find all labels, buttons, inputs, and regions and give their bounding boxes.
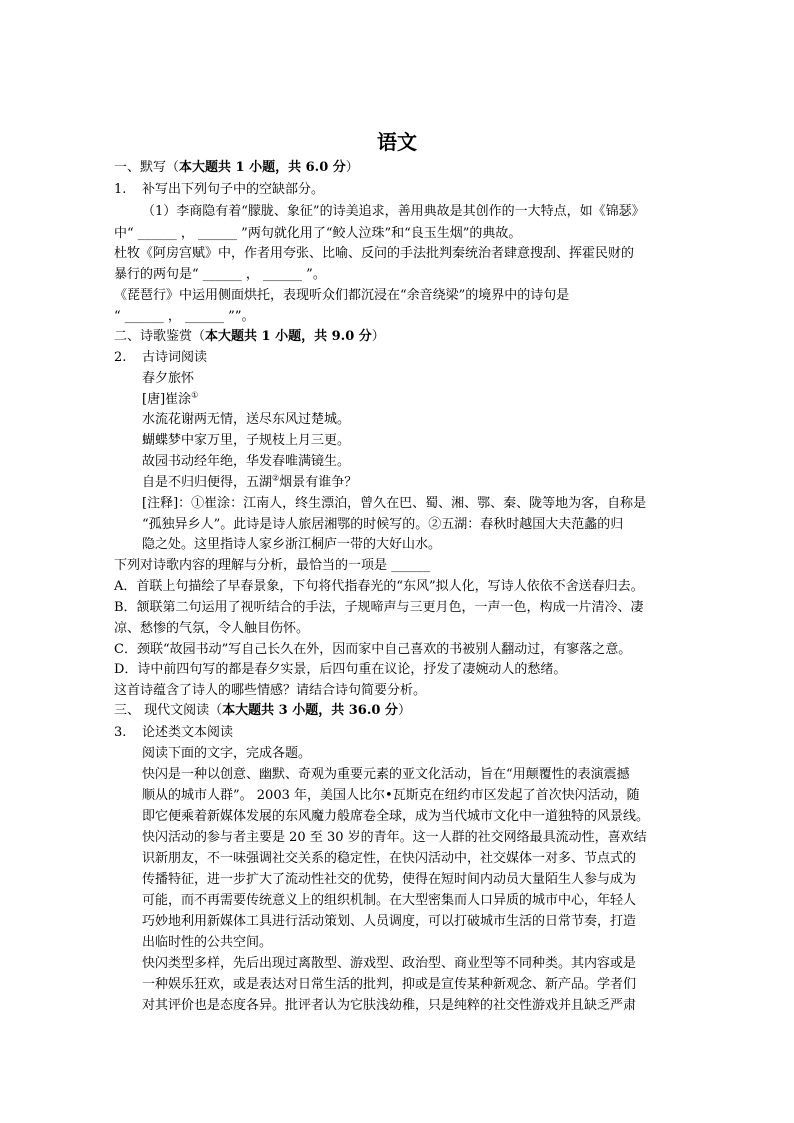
passage-line: 顺从的城市人群”。 2003 年，美国人比尔•瓦斯克在纽约市区发起了首次快闪活动，随 [142,788,640,803]
poem-author: [唐]崔涂① [142,390,199,407]
question-text-line: 暴行的两句是“ ______ ， ______ ”。 [114,267,326,282]
passage-line: 识新朋友，不一味强调社交关系的稳定性，在快闪活动中，社交媒体一对多、节点式的 [142,851,637,866]
page-title: 语文 [377,130,417,154]
question-number: 1. [114,182,127,197]
passage-line: 传播特征，进一步扩大了流动性社交的优势，使得在短时间内动员大量陌生人参与成为 [142,872,637,887]
passage-line: 对其评价也是态度各异。批评者认为它肤浅幼稚，只是纯粹的社交性游戏并且缺乏严肃 [142,998,637,1013]
question-number: 2. [114,350,127,365]
question-text-line: 杜牧《阿房宫赋》中，作者用夸张、比喻、反问的手法批判秦统治者肆意搜刮、挥霍民财的 [114,246,635,261]
passage-line: 出临时性的公共空间。 [142,935,273,950]
section-heading-3: 三、 现代文阅读（本大题共 3 小题，共 36.0 分） [114,703,411,718]
passage-line: 一种娱乐狂欢，或是表达对日常生活的批判，抑或是宣传某种新观念、新产品。学者们 [142,977,637,992]
section-heading-2: 二、诗歌鉴赏（本大题共 1 小题，共 9.0 分） [114,329,385,344]
passage-line: 巧妙地利用新媒体工具进行活动策划、人员调度，可以打破城市生活的日常节奏，打造 [142,914,637,929]
question-text-line: 《琵琶行》中运用侧面烘托，表现听众们都沉浸在“余音绕梁”的境界中的诗句是 [114,288,570,303]
poem-title: 春夕旅怀 [142,371,195,386]
question-stem: 论述类文本阅读 [142,725,234,740]
poem-verse: 自是不归归便得，五湖②烟景有谁争？ [142,473,358,490]
question-prompt: 下列对诗歌内容的理解与分析，最恰当的一项是 ______ [114,558,431,573]
question-text-line: “ ______ ， ______ ””。 [114,309,255,324]
annotation-line: “孤独异乡人”。此诗是诗人旅居湘鄂的时候写的。②五湖：春秋时越国大夫范蠡的归 [142,517,624,532]
footnote-marker: ① [191,390,199,400]
option-c: C．颈联“故园书动”写自己长久在外，因而家中自己喜欢的书被别人翻动过，有寥落之意。 [114,642,632,657]
question-number: 3. [114,725,127,740]
question-text-line: 中“ ______ ， ______ ”两句就化用了“鲛人泣珠”和“良玉生烟”的典故。 [114,226,522,241]
option-d: D．诗中前四句写的都是春夕实景，后四句重在议论，抒发了凄婉动人的愁绪。 [114,662,567,677]
option-a: A．首联上句描绘了早春景象，下句将代指春光的“东风”拟人化，写诗人依依不舍送春归去。 [114,579,644,594]
passage-line: 可能，而不再需要传统意义上的组织机制。在大型密集而人口异质的城市中心，年轻人 [142,893,637,908]
annotation-line: [注释]：①崔涂：江南人，终生漂泊，曾久在巴、蜀、湘、鄂、秦、陇等地为客，自称是 [142,496,647,511]
passage-line: 快闪活动的参与者主要是 20 至 30 岁的青年。这一人群的社交网络最具流动性，喜欢结 [142,830,647,845]
poem-verse: 蝴蝶梦中家万里，子规枝上月三更。 [142,433,351,448]
poem-verse: 水流花谢两无情，送尽东风过楚城。 [142,412,351,427]
footnote-marker: ② [272,473,280,483]
passage-line: 快闪是一种以创意、幽默、奇观为重要元素的亚文化活动，旨在“用颠覆性的表演震撼 [142,767,630,782]
passage-line: 快闪类型多样，先后出现过离散型、游戏型、政治型、商业型等不同种类。其内容或是 [142,956,637,971]
option-b-continued: 凉、愁惨的气氛，令人触目伤怀。 [114,621,310,636]
section-heading-1: 一、默写（本大题共 1 小题，共 6.0 分） [114,160,359,175]
question-prompt: 这首诗蕴含了诗人的哪些情感？请结合诗句简要分析。 [114,683,427,698]
poem-verse: 故园书动经年绝，华发春唯满镜生。 [142,454,351,469]
question-stem: 古诗词阅读 [142,350,208,365]
annotation-line: 隐之处。这里指诗人家乡浙江桐庐一带的大好山水。 [142,537,442,552]
question-stem: 补写出下列句子中的空缺部分。 [142,182,325,197]
question-text-line: （1）李商隐有着“朦胧、象征”的诗美追求，善用典故是其创作的一大特点，如《锦瑟》 [142,204,645,219]
passage-line: 即它便乘着新媒体发展的东风魔力般席卷全球，成为当代城市文化中一道独特的风景线。 [142,809,650,824]
option-b: B．颔联第二句运用了视听结合的手法，子规啼声与三更月色，一声一色，构成一片清冷、凄 [114,600,644,615]
reading-instruction: 阅读下面的文字，完成各题。 [142,746,312,761]
